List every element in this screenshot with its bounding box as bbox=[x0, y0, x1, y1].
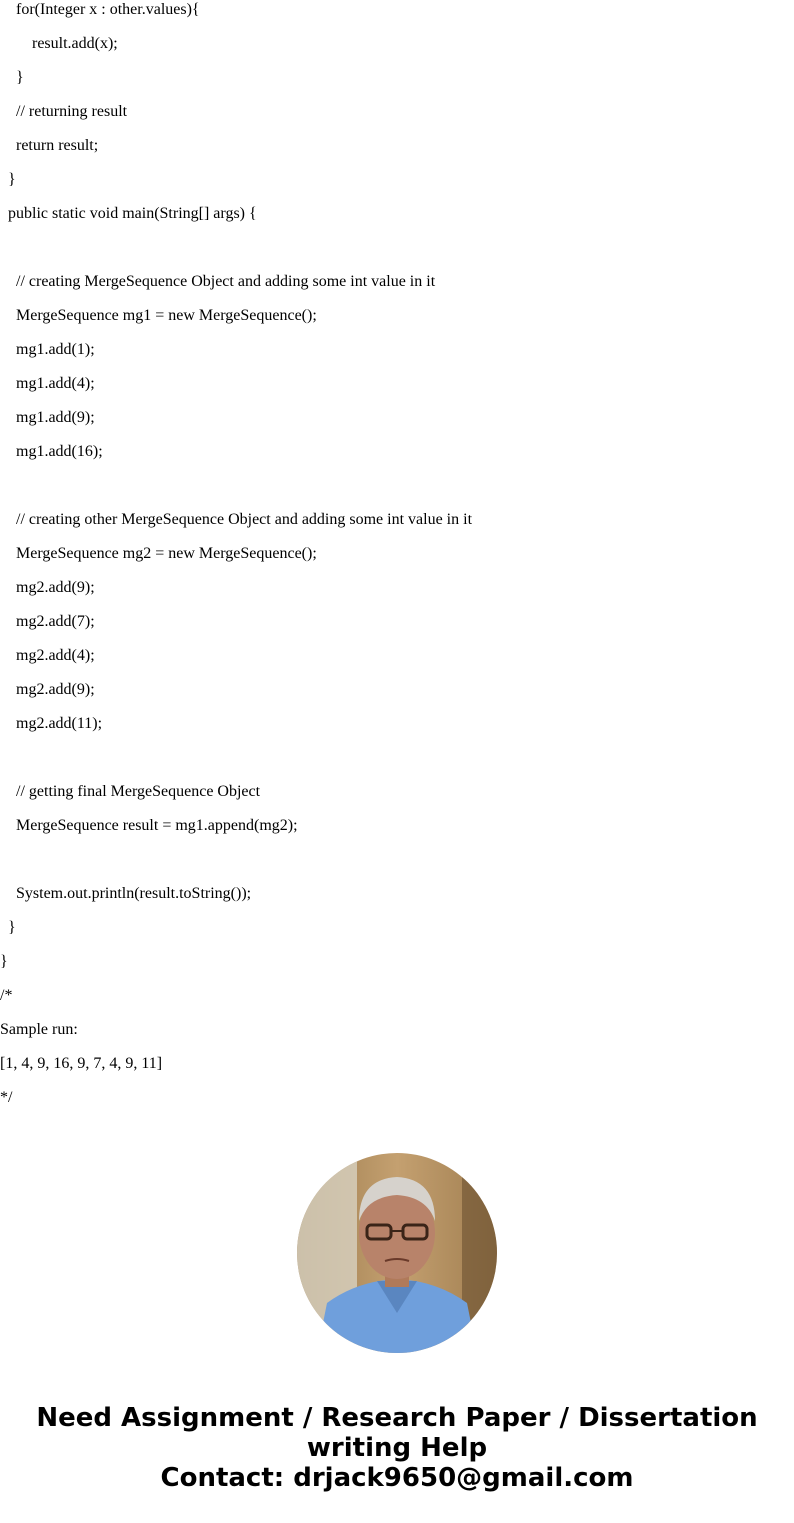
code-line: MergeSequence mg1 = new MergeSequence(); bbox=[0, 307, 317, 324]
code-line: */ bbox=[0, 1089, 13, 1106]
code-line: mg1.add(1); bbox=[0, 341, 95, 358]
code-line bbox=[0, 469, 794, 503]
code-line: for(Integer x : other.values){ bbox=[0, 1, 200, 18]
code-line: MergeSequence result = mg1.append(mg2); bbox=[0, 817, 298, 834]
code-line: // creating other MergeSequence Object and adding some int value in it bbox=[0, 511, 473, 528]
code-line: mg2.add(4); bbox=[0, 647, 95, 664]
code-line: Sample run: bbox=[0, 1021, 78, 1038]
code-line: mg2.add(7); bbox=[0, 613, 95, 630]
author-portrait-image bbox=[297, 1153, 497, 1353]
code-line: } bbox=[0, 171, 16, 188]
code-line: /* bbox=[0, 987, 13, 1004]
code-line: result.add(x); bbox=[0, 35, 118, 52]
code-line: mg1.add(4); bbox=[0, 375, 95, 392]
code-line: mg1.add(9); bbox=[0, 409, 95, 426]
code-line: mg2.add(9); bbox=[0, 681, 95, 698]
promo-contact-line: Contact: drjack9650@gmail.com bbox=[160, 1463, 634, 1493]
code-line: mg1.add(16); bbox=[0, 443, 103, 460]
code-line: // returning result bbox=[0, 103, 128, 120]
code-line: MergeSequence mg2 = new MergeSequence(); bbox=[0, 545, 317, 562]
promo-line-2: writing Help bbox=[306, 1433, 488, 1463]
code-line: } bbox=[0, 919, 16, 936]
code-line: System.out.println(result.toString()); bbox=[0, 885, 252, 902]
promo-line-1: Need Assignment / Research Paper / Dissertation bbox=[36, 1403, 758, 1433]
author-avatar bbox=[297, 1153, 497, 1353]
code-line: [1, 4, 9, 16, 9, 7, 4, 9, 11] bbox=[0, 1055, 163, 1072]
code-line: // getting final MergeSequence Object bbox=[0, 783, 261, 800]
promo-banner bbox=[0, 1403, 794, 1493]
code-line: mg2.add(9); bbox=[0, 579, 95, 596]
code-line: return result; bbox=[0, 137, 99, 154]
code-line: public static void main(String[] args) { bbox=[0, 205, 257, 222]
code-line bbox=[0, 843, 794, 877]
code-line: mg2.add(11); bbox=[0, 715, 103, 732]
code-line bbox=[0, 741, 794, 775]
code-line: // creating MergeSequence Object and adding some int value in it bbox=[0, 273, 436, 290]
code-line bbox=[0, 231, 794, 265]
code-line: } bbox=[0, 953, 8, 970]
code-line: } bbox=[0, 69, 24, 86]
